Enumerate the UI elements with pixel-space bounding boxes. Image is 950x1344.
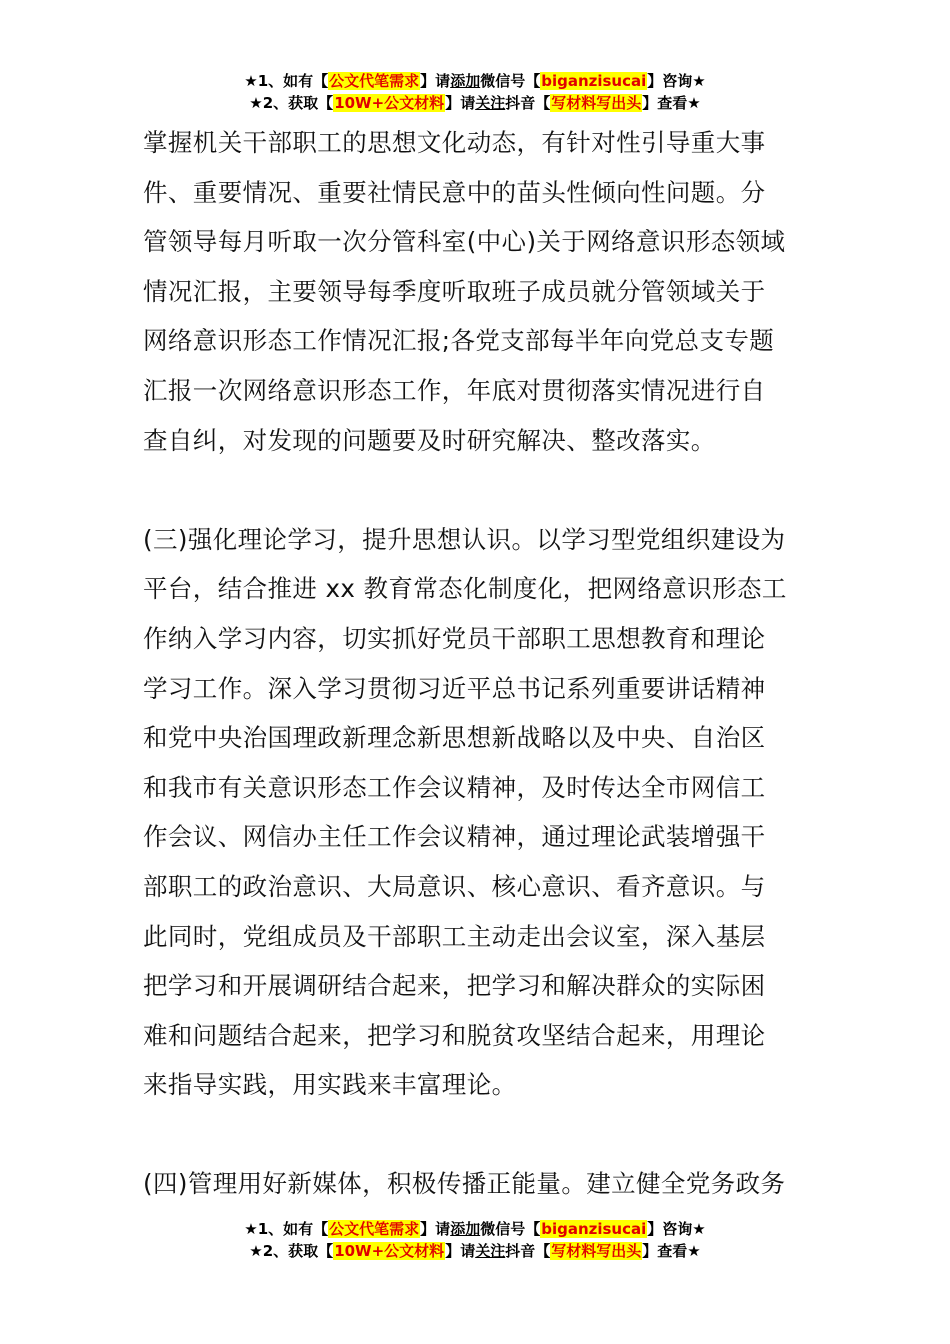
paragraph-2 [143, 515, 813, 1110]
text-line: 此同时，党组成员及干部职工主动走出会议室，深入基层 [143, 921, 766, 951]
text-line: 汇报一次网络意识形态工作，年底对贯彻落实情况进行自 [143, 375, 766, 405]
highlight-service: 公文代笔需求 [329, 1220, 420, 1238]
text-line: 和我市有关意识形态工作会议精神，及时传达全市网信工 [143, 772, 766, 802]
text-line: 学习工作。深入学习贯彻习近平总书记系列重要讲话精神 [143, 673, 766, 703]
highlight-douyin-account: 写材料写出头 [551, 1242, 642, 1260]
text-line: 掌握机关干部职工的思想文化动态，有针对性引导重大事 [143, 128, 766, 157]
text-line: 件、重要情况、重要社情民意中的苗头性倾向性问题。分 [143, 177, 766, 207]
footer-promo-banner [0, 1218, 950, 1262]
highlight-wechat-id: biganzisucai [541, 1220, 647, 1238]
text-line: 难和问题结合起来，把学习和脱贫攻坚结合起来，用理论 [143, 1020, 766, 1050]
paragraph-3 [143, 1159, 813, 1209]
highlight-materials: 10W+公文材料 [334, 94, 445, 112]
highlight-service: 公文代笔需求 [329, 72, 420, 90]
text-line: 作会议、网信办主任工作会议精神，通过理论武装增强干 [143, 822, 766, 852]
text-line: 平台，结合推进 xx 教育常态化制度化，把网络意识形态工 [143, 574, 787, 604]
paragraph-spacer [143, 465, 813, 515]
promo-line-1: ★1、如有【公文代笔需求】请添加微信号【biganzisucai】咨询★ [244, 1220, 706, 1238]
text-line: 来指导实践，用实践来丰富理论。 [143, 1070, 517, 1100]
header-promo-banner [0, 70, 950, 114]
text-line: 作纳入学习内容，切实抓好党员干部职工思想教育和理论 [143, 623, 766, 653]
promo-line-2: ★2、获取【10W+公文材料】请关注抖音【写材料写出头】查看★ [249, 94, 701, 112]
promo-line-1: ★1、如有【公文代笔需求】请添加微信号【biganzisucai】咨询★ [244, 72, 706, 90]
text-line: 和党中央治国理政新理念新思想新战略以及中央、自治区 [143, 723, 766, 753]
text-line: (四)管理用好新媒体，积极传播正能量。建立健全党务政务 [143, 1169, 786, 1199]
highlight-materials: 10W+公文材料 [334, 1242, 445, 1260]
text-line: (三)强化理论学习，提升思想认识。以学习型党组织建设为 [143, 524, 786, 554]
highlight-wechat-id: biganzisucai [541, 72, 647, 90]
document-body [143, 118, 813, 1209]
text-line: 部职工的政治意识、大局意识、核心意识、看齐意识。与 [143, 871, 766, 901]
promo-line-2: ★2、获取【10W+公文材料】请关注抖音【写材料写出头】查看★ [249, 1242, 701, 1260]
paragraph-spacer [143, 1110, 813, 1160]
text-line: 把学习和开展调研结合起来，把学习和解决群众的实际困 [143, 971, 766, 1001]
text-line: 管领导每月听取一次分管科室(中心)关于网络意识形态领域 [143, 227, 786, 257]
text-line: 情况汇报，主要领导每季度听取班子成员就分管领域关于 [143, 276, 766, 306]
text-line: 查自纠，对发现的问题要及时研究解决、整改落实。 [143, 425, 716, 455]
highlight-douyin-account: 写材料写出头 [551, 94, 642, 112]
paragraph-1 [143, 118, 813, 465]
text-line: 网络意识形态工作情况汇报;各党支部每半年向党总支专题 [143, 326, 775, 356]
